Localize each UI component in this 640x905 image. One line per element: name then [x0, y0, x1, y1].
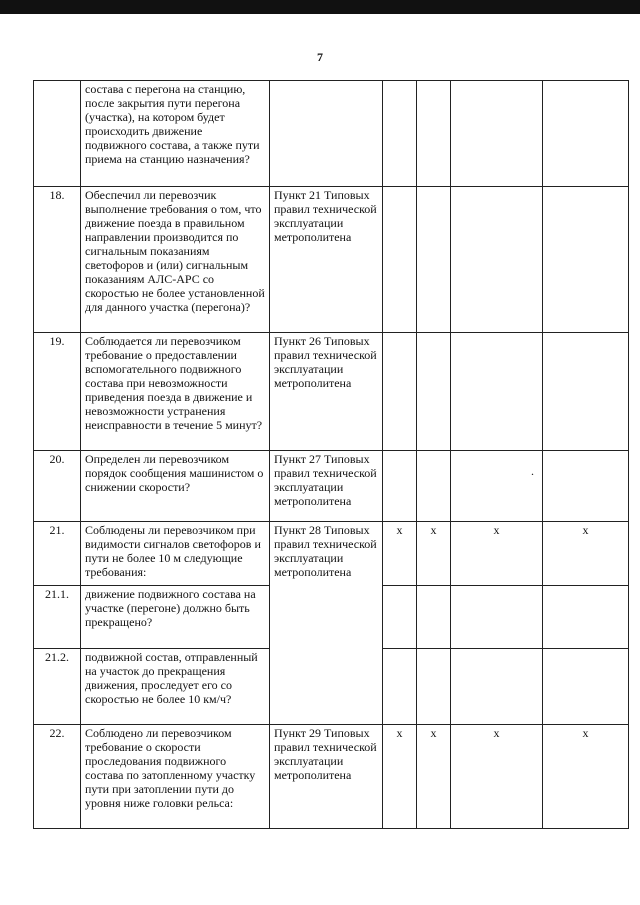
table-row: [34, 451, 629, 522]
requirement-text: Соблюдено ли перевозчиком требование о скорости проследования подвижного состава по затопленному участку пути при затоплении пути до уровня ниже головки рельса:: [81, 725, 270, 829]
answer-no-cell: [417, 81, 451, 187]
answer-yes-cell: x: [383, 522, 417, 586]
row-number: 18.: [34, 187, 81, 333]
notes-cell: x: [543, 522, 629, 586]
checklist-table: [33, 80, 629, 829]
row-number: 21.: [34, 522, 81, 586]
requirement-text: движение подвижного состава на участке (перегоне) должно быть прекращено?: [81, 586, 270, 649]
row-number: 21.1.: [34, 586, 81, 649]
answer-na-cell: x: [451, 522, 543, 586]
answer-na-cell: [451, 586, 543, 649]
notes-cell: [543, 81, 629, 187]
answer-no-cell: x: [417, 725, 451, 829]
table-row: [34, 522, 629, 586]
answer-yes-cell: [383, 333, 417, 451]
answer-na-cell: x: [451, 725, 543, 829]
scan-top-edge: [0, 0, 640, 14]
row-number: 19.: [34, 333, 81, 451]
notes-cell: [543, 649, 629, 725]
answer-yes-cell: [383, 451, 417, 522]
answer-no-cell: [417, 451, 451, 522]
legal-reference: Пункт 29 Типовых правил технической эксплуатации метрополитена: [270, 725, 383, 829]
answer-na-cell: [451, 187, 543, 333]
answer-yes-cell: [383, 586, 417, 649]
notes-cell: [543, 451, 629, 522]
answer-no-cell: [417, 187, 451, 333]
requirement-text: Соблюдается ли перевозчиком требование о предоставлении вспомогательного подвижного состава при невозможности приведения поезда в движение и невозможности устранения неисправности в течение 5 минут?: [81, 333, 270, 451]
answer-na-cell: [451, 649, 543, 725]
answer-yes-cell: [383, 81, 417, 187]
answer-no-cell: [417, 649, 451, 725]
table-row: [34, 725, 629, 829]
requirement-text: состава с перегона на станцию, после закрытия пути перегона (участка), на котором будет происходить движение подвижного состава, а также пути приема на станцию назначения?: [81, 81, 270, 187]
row-number: 20.: [34, 451, 81, 522]
legal-reference: Пункт 28 Типовых правил технической эксплуатации метрополитена: [270, 522, 383, 725]
answer-na-cell: [451, 333, 543, 451]
table-row: [34, 187, 629, 333]
answer-yes-cell: [383, 187, 417, 333]
notes-cell: [543, 187, 629, 333]
answer-na-cell: [451, 451, 543, 522]
answer-no-cell: x: [417, 522, 451, 586]
legal-reference: Пункт 27 Типовых правил технической эксплуатации метрополитена: [270, 451, 383, 522]
legal-reference: Пункт 21 Типовых правил технической эксплуатации метрополитена: [270, 187, 383, 333]
legal-reference: [270, 81, 383, 187]
notes-cell: x: [543, 725, 629, 829]
row-number: [34, 81, 81, 187]
answer-no-cell: [417, 586, 451, 649]
row-number: 22.: [34, 725, 81, 829]
requirement-text: подвижной состав, отправленный на участок до прекращения движения, проследует его со скоростью не более 10 км/ч?: [81, 649, 270, 725]
answer-yes-cell: [383, 649, 417, 725]
notes-cell: [543, 586, 629, 649]
requirement-text: Определен ли перевозчиком порядок сообщения машинистом о снижении скорости?: [81, 451, 270, 522]
notes-cell: [543, 333, 629, 451]
table-row: [34, 81, 629, 187]
table-row: [34, 333, 629, 451]
page-number: 7: [317, 50, 323, 64]
stray-dot-mark: .: [531, 464, 534, 478]
answer-no-cell: [417, 333, 451, 451]
answer-na-cell: [451, 81, 543, 187]
row-number: 21.2.: [34, 649, 81, 725]
requirement-text: Обеспечил ли перевозчик выполнение требования о том, что движение поезда в правильном направлении производится по сигнальным показаниям светофоров и (или) сигнальным показаниям АЛС-АРС со скоростью не более установленной для данного участка (перегона)?: [81, 187, 270, 333]
answer-yes-cell: x: [383, 725, 417, 829]
requirement-text: Соблюдены ли перевозчиком при видимости сигналов светофоров и пути не более 10 м следующие требования:: [81, 522, 270, 586]
legal-reference: Пункт 26 Типовых правил технической эксплуатации метрополитена: [270, 333, 383, 451]
